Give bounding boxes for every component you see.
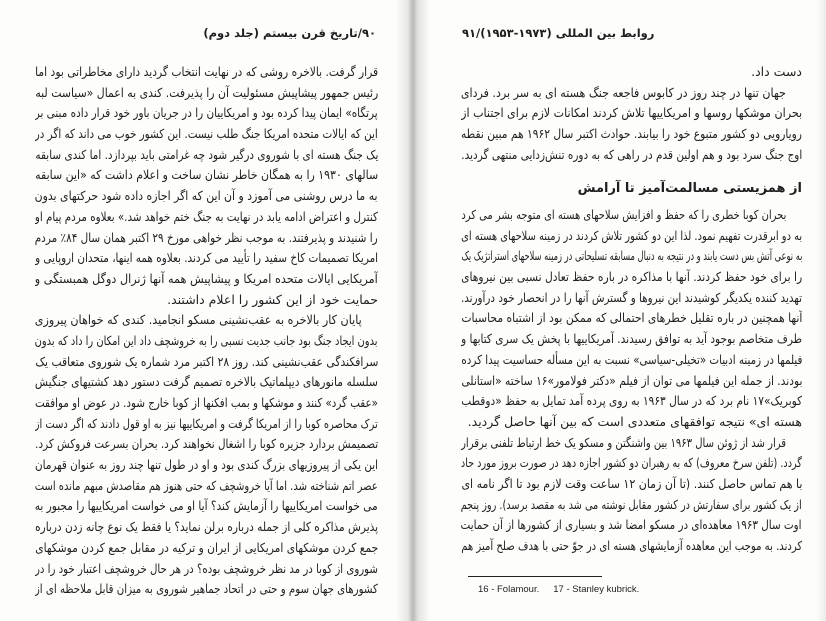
right-page-opening-text: [461, 62, 802, 165]
text-line: سالهای ۱۹۳۰ را به همگان خاطر نشان ساخت و اعلام داشت که «این سابقه: [35, 167, 378, 183]
text-line: گردد. (تلفن سرخ معروف) که به رهبران دو کشور اجازه دهد در صورت بروز مورد حاد: [461, 455, 802, 471]
text-line: کنترل و اعتراض ادامه یابد در نهایت به جنگ ختم خواهد شد.» بعلاوه مردم پیام او: [35, 208, 378, 224]
book-gutter: [396, 0, 430, 621]
footnotes: [478, 582, 678, 598]
left-page-body: [35, 62, 378, 600]
text-line: عصر اتم شناخته شد. اما آیا خروشچف که حتی هنوز هم مقاصدش مبهم مانده است: [35, 477, 378, 493]
text-line: قرار گرفت. بالاخره روشی که در نهایت انتخاب گردید دارای مخاطراتی بود اما: [35, 64, 378, 79]
text-line: ترک محاصره کوبا را از امریکا گرفت و امریکاییها نیز به او قول دادند که اگر دست از: [35, 415, 378, 431]
text-line: آمریکایی ایالات متحده امریکا و پیشاپیش همه آنها ژنرال دوگل همبستگی و: [35, 270, 378, 286]
text-line: این که ایالات متحده امریکا جنگ طلب نیست. این کشور خوب می داند که اگر در: [35, 126, 378, 142]
text-line: با هم تماس حاصل کنند. (تا آن زمان ۱۲ ساعت وقت لازم بود تا اگر نامه ای: [461, 475, 802, 491]
text-line: بدون ایجاد جنگ بود جانب جدیت نسبی را به خروشچف داد این امکان را داد که بدون: [35, 332, 378, 348]
section-heading: از همزیستی مسالمت‌آمیز تا آرامش: [577, 181, 802, 196]
text-line: سرافکندگی عقب‌نشینی کند. روز ۲۸ اکتبر مرد شماره یک شوروی متعاقب یک: [35, 353, 378, 369]
text-line: کوبریک»۱۷ نام برد که در سال ۱۹۶۳ به روی پرده آمد تمایل به حفظ «دوقطب: [461, 393, 802, 409]
text-line: شوروی از کوبا در مد نظر خروشچف بوده؟ در هر حال خروشچف اعتبار خود را در: [35, 560, 378, 576]
text-line: می خواست امریکاییها را آزمایش کند؟ آیا او می خواست امریکاییها را مجبور به: [35, 498, 378, 514]
text-line: طرف متخاصم بوجود آید به توافق رسیدند. آمریکاییها با پخش یک سری کتابها و: [461, 331, 802, 347]
text-line: رویارویی دو کشور متبوع خود را بیابند. حوادث اکتبر سال ۱۹۶۲ هم مبین نقطه: [461, 126, 802, 142]
text-line: بودند. از جمله این فیلمها می توان از فیلم «دکتر فولامور»۱۶ ساخته «استانلی: [461, 372, 802, 388]
text-line: حمایت خود از این کشور را اعلام داشتند.: [167, 291, 378, 307]
text-line: را شنیدند و پذیرفتند. به موجب نظر خواهی مورخ ۲۹ اکتبر همان سال ۸۴٪ مردم: [35, 229, 378, 245]
text-line: آنها همچنین در باره تقلیل خطرهای احتمالی که ممکن بود از اشتباه محاسبات: [461, 310, 802, 326]
text-line: تصمیمش بردارد جزیره کوبا را اشغال نخواهند کرد. بحران بسرعت فروکش کرد.: [35, 436, 378, 452]
left-page-header-text: ۹۰/تاریخ قرن بیستم (جلد دوم): [203, 26, 376, 40]
text-line: کردند. به موجب این معاهده آزمایشهای هسته ای در جوّ حتی با هدف صلح آمیز هم: [461, 538, 802, 553]
text-line: به نوعی آتش بس دست یابند و در نتیجه به دنبال مسابقه تسلیحاتی در زمینه سلاحهای استراتژیک یک: [461, 248, 802, 264]
text-line: از یک کشور برای سفارتش در کشور مقابل نوشته می شد به مقصد برسد). روز پنجم: [461, 496, 802, 512]
right-page-body: [461, 205, 802, 557]
page-edge-shadow: [816, 0, 826, 621]
text-line: این یکی از پیروزیهای بزرگ کندی بود و او در طول تنها چند روز به عنوان قهرمان: [35, 457, 378, 473]
footnote-rule: [468, 576, 602, 577]
text-line: رئیس جمهور پیشاپیش مسئولیت آن را پذیرفت. کندی به اعمال «سیاست لبه: [35, 84, 378, 100]
text-line: جمع کردن موشکهای امریکایی از ایران و ترکیه در مقابل جمع کردن موشکهای: [35, 539, 378, 555]
text-line: امریکا تصمیمات کاخ سفید را تأیید می کردند. بعلاوه همه اینها، متحدان اروپایی و: [35, 250, 378, 266]
right-page-header: [462, 24, 803, 42]
footnote-17: 17 - Stanley kubrick.: [553, 584, 640, 595]
text-line: دست داد.: [751, 64, 802, 79]
text-line: پرتگاه» ایمان پیدا کرده بود و امریکاییان را در جریان باور خود قرار داده مبنی بر: [35, 105, 378, 121]
text-line: تهدید کننده یکدیگر کوشیدند این نیروها و گسترش آنها را در انحصار خود درآورند.: [461, 289, 802, 305]
right-page-header-text: روابط بین المللی (۱۹۷۳-۱۹۵۳)/۹۱: [462, 26, 655, 40]
text-line: را برای خود حفظ کردند. آنها با مذاکره در باره حفظ تعادل نسبی بین نیروهای: [461, 269, 802, 285]
paragraph-first-line: پایان کار بالاخره به عقب‌نشینی مسکو انجامید. کندی که خواهان پیروزی: [35, 312, 362, 328]
left-page-header: [35, 24, 376, 42]
text-line: به ما درس روشنی می آموزد و آن این که اگر اجازه داده شود حرکتهای بدون: [35, 188, 378, 204]
text-line: پذیرش مذاکره کلی از جمله درباره برلن نماید؟ یا فقط یک نوع چانه زدن درباره: [35, 519, 378, 535]
text-line: کشورهای جهان سوم و حتی در اتحاد جماهیر شوروی به میزان قابل ملاحظه ای از: [35, 581, 378, 597]
text-line: بحران موشکها روسها و امریکاییها تلاش کردند امکانات لازم برای اجتناب از: [461, 105, 802, 121]
footnote-16: 16 - Folamour.: [478, 584, 540, 595]
text-line: «عقب گرد» کنند و موشکها و بمب افکنها از کوبا خارج شود. در عوض او موافقت: [35, 395, 378, 410]
text-line: به دو ابرقدرت تفهیم نمود. لذا این دو کشور تلاش کردند در زمینه سلاحهای هسته ای: [461, 227, 802, 243]
text-line: یک جنگ هسته ای با شوروی درگیر شود چه غرامتی باید بپردازد. اما کندی سابقه: [35, 146, 378, 162]
text-line: هسته ای» نتیجه توافقهای متعددی است که بین آنها حاصل گردید.: [467, 413, 802, 429]
paragraph-first-line: جهان تنها در چند روز در کابوس فاجعه جنگ هسته ای به سر برد. فردای: [461, 84, 786, 100]
text-line: فیلمها در زمینه ادبیات «تخیلی-سیاسی» نسبت به این مسأله حساسیت پیدا کرده: [461, 351, 802, 367]
paragraph-first-line: بحران کوبا خطری را که حفظ و افزایش سلاحهای هسته ای متوجه بشر می کرد: [461, 207, 786, 222]
text-line: سلسله مانورهای دیپلماتیک بالاخره تصمیم گرفت دستور دهد کشتیهای جنگیش: [35, 374, 378, 390]
text-line: اوج جنگ سرد بود و هم اولین قدم در راهی که به دوره تنش‌زدایی منتهی گردید.: [461, 146, 802, 162]
text-line: اوت سال ۱۹۶۳ معاهده‌ای در مسکو امضا شد و بسیاری از کشورها از آن حمایت: [461, 517, 802, 533]
paragraph-first-line: قرار شد از ژوئن سال ۱۹۶۳ بین واشنگتن و مسکو یک خط ارتباط تلفنی برقرار: [461, 434, 786, 450]
